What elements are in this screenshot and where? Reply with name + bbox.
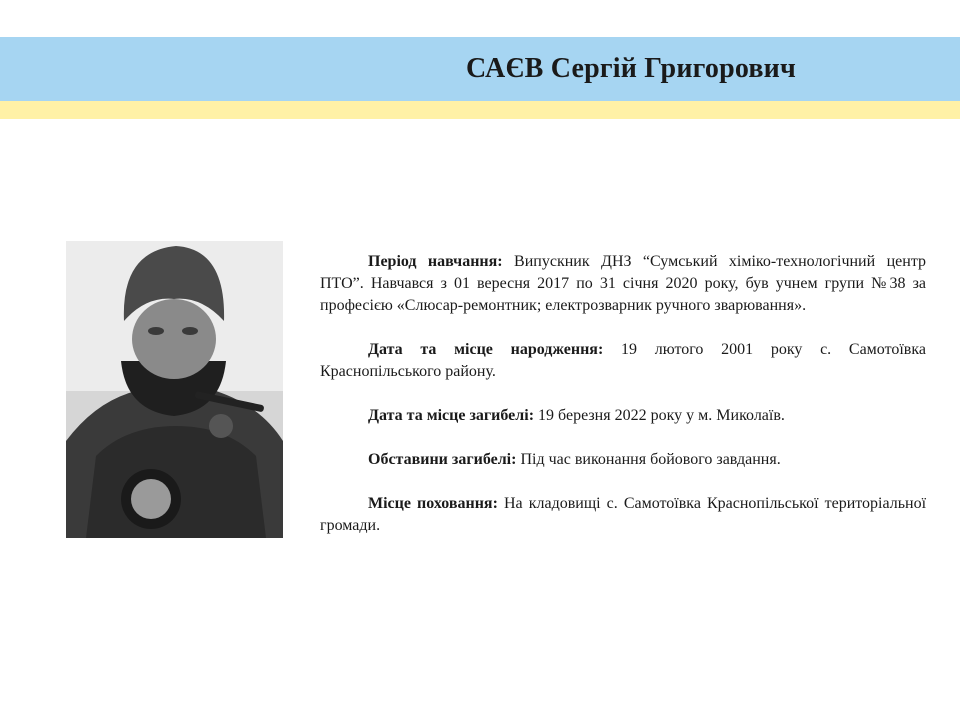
circumstances-label: Обставини загибелі: (368, 451, 517, 468)
death-text: 19 березня 2022 року у м. Миколаїв. (534, 407, 785, 424)
circumstances-text: Під час виконання бойового завдання. (516, 451, 781, 468)
study-period-label: Період навчання: (368, 253, 503, 270)
bio-content (320, 251, 926, 559)
page-title: САЄВ Сергій Григорович (466, 53, 796, 84)
burial-label: Місце поховання: (368, 495, 498, 512)
birth-text: 19 лютого 2001 року с. Самотоївка Краснопільського району. (320, 341, 926, 380)
burial-paragraph (320, 493, 926, 537)
death-label: Дата та місце загибелі: (368, 407, 535, 424)
birth-paragraph (320, 339, 926, 383)
portrait-photo (66, 241, 283, 538)
study-period-paragraph (320, 251, 926, 317)
burial-text: На кладовищі с. Самотоївка Краснопільської територіальної громади. (320, 495, 927, 534)
birth-label: Дата та місце народження: (368, 341, 604, 358)
circumstances-paragraph (320, 449, 926, 471)
header-yellow-band (0, 101, 960, 119)
death-paragraph (320, 405, 926, 427)
study-period-text: Випускник ДНЗ “Сумський хіміко-технологічний центр ПТО”. Навчався з 01 вересня 2017 по 31 січня 2020 року, був учнем групи №38 за професією «Слюсар-ремонтник; електрозварник ручного зварювання». (320, 253, 927, 314)
